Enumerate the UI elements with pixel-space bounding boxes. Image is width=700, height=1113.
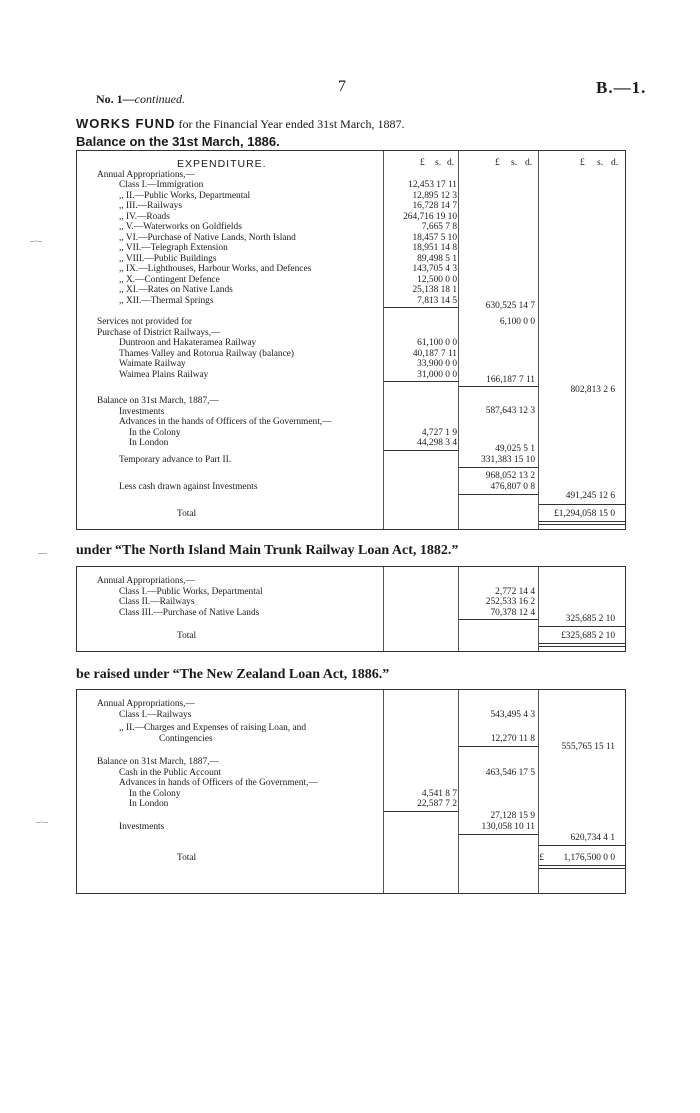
amount-cell: 264,716 19 10 [403,211,457,222]
section-title-loan-act: be raised under “The New Zealand Loan Act, 1886.” [76,667,390,682]
amount-cell: 252,533 16 2 [485,597,535,607]
amount-cell: 12,270 11 8 [490,733,535,744]
subtotal-cell: 49,025 5 1 [495,444,535,454]
class-label: Class II.—Railways [119,597,195,607]
total-label: Total [177,853,197,863]
margin-mark: –·– [36,817,48,827]
col-head-pounds: £ [420,158,425,168]
investments-label: Investments [119,406,165,417]
currency-symbol: £ [539,853,544,863]
advances-label: Advances in the hands of Officers of the Government,— [119,417,332,427]
class-label: ,, IV.—Roads [119,211,170,222]
amount-cell: 4,727 1 9 [421,427,457,438]
total-cell: 802,813 2 6 [570,385,615,395]
continued-word: continued. [134,92,185,106]
margin-mark: –– [38,548,47,558]
class-label-continued: Contingencies [159,733,213,744]
amount-cell: 543,495 4 3 [490,709,535,720]
grand-total-cell: 1,176,500 0 0 [563,853,615,863]
act-name: “The New Zealand Loan Act, 1886.” [172,667,390,682]
amount-cell: 18,457 5 10 [412,232,457,243]
temporary-label: Temporary advance to Part II. [119,455,232,465]
amount-cell: 40,187 7 11 [412,348,457,359]
amount-cell: 6,100 0 0 [499,317,535,327]
purchase-label: Purchase of District Railways,— [97,327,221,338]
amount-cell: 130,058 10 11 [481,821,535,832]
amount-cell: 12,895 12 3 [412,190,457,201]
advances-label: Advances in hands of Officers of the Government,— [119,778,318,788]
total-cell: 325,685 2 10 [565,614,615,624]
col-head-pence: d. [525,158,533,168]
class-label: ,, III.—Railways [119,201,183,211]
amount-cell: 70,378 12 4 [490,607,535,618]
amount-cell: 44,298 3 4 [417,438,457,448]
amount-cell: 331,383 15 10 [481,454,535,465]
balance-label: Balance on 31st March, 1887,— [97,757,219,767]
total-cell: 620,734 4 1 [570,833,615,843]
col-head-shillings: s. [511,158,518,168]
class-label: ,, IX.—Lighthouses, Harbour Works, and Defences [119,264,312,274]
fund-title [76,116,405,132]
less-cash-label: Less cash drawn against Investments [119,482,258,492]
amount-cell: 7,665 7 8 [421,222,457,232]
amount-cell: 463,546 17 5 [485,767,535,778]
colony-label: In the Colony [129,427,181,438]
services-label: Services not provided for [97,317,193,327]
subtotal-cell: 27,128 15 9 [490,811,535,821]
railway-label: Thames Valley and Rotorua Railway (balance) [119,348,295,359]
annual-appropriations-label: Annual Appropriations,— [97,699,195,709]
amount-cell: 89,498 5 1 [417,253,457,264]
class-label: Class I.—Public Works, Departmental [119,586,263,597]
section-title-north-island: under “The North Island Main Trunk Railway Loan Act, 1882.” [76,543,459,558]
balance-label: Balance on 31st March, 1887,— [97,396,219,406]
class-label: ,, II.—Charges and Expenses of raising Loan, and [119,723,307,733]
grand-total-cell: £325,685 2 10 [561,631,615,641]
amount-cell: 12,500 0 0 [417,274,457,285]
amount-cell: 25,138 18 1 [412,285,457,295]
investments-label: Investments [119,822,165,832]
act-name: “The North Island Main Trunk Railway Loan Act, 1882.” [115,543,459,558]
class-label: ,, VI.—Purchase of Native Lands, North Island [119,232,296,243]
class-label: ,, V.—Waterworks on Goldfields [119,222,242,232]
expenditure-table [76,150,626,530]
col-head-pence: d. [447,158,455,168]
total-label: Total [177,631,197,641]
annual-appropriations-label: Annual Appropriations,— [97,170,195,180]
loan-act-table [76,689,626,894]
amount-cell: 4,541 8 7 [421,788,457,799]
class-label: Class III.—Purchase of Native Lands [119,607,260,618]
london-label: In London [129,799,169,809]
amount-cell: 12,453 17 11 [408,180,457,190]
balance-subtitle: Balance on the 31st March, 1886. [76,134,280,149]
class-label: ,, II.—Public Works, Departmental [119,190,251,201]
margin-mark: –·– [30,236,42,246]
subtotal-cell: 630,525 14 7 [485,301,535,311]
railway-label: Waimea Plains Railway [119,369,209,380]
col-head-pence: d. [611,158,619,168]
class-label: ,, XI.—Rates on Native Lands [119,285,233,295]
amount-cell: 143,705 4 3 [412,264,457,274]
amount-cell: 587,643 12 3 [485,406,535,416]
total-cell: 555,765 15 11 [561,742,615,752]
class-label: ,, VIII.—Public Buildings [119,253,217,264]
annual-appropriations-label: Annual Appropriations,— [97,576,195,586]
amount-cell: 61,100 0 0 [417,338,457,348]
fund-period: for the Financial Year ended 31st March, 1887. [175,117,405,131]
amount-cell: 18,951 14 8 [412,243,457,253]
page-number: 7 [338,78,346,95]
class-label: ,, X.—Contingent Defence [119,274,220,285]
subtotal-cell: 968,052 13 2 [485,471,535,481]
col-head-shillings: s. [435,158,442,168]
total-cell: 491,245 12 6 [565,491,615,501]
class-label: ,, XII.—Thermal Springs [119,295,214,306]
total-label: Total [177,509,197,519]
document-reference: B.—1. [596,78,647,97]
expenditure-heading: EXPENDITURE. [177,158,267,170]
amount-cell: 476,807 0 8 [490,481,535,492]
amount-cell: 2,772 14 4 [495,586,535,597]
colony-label: In the Colony [129,788,181,799]
class-label: ,, VII.—Telegraph Extension [119,243,228,253]
continued-label: No. 1—continued. [96,92,185,106]
amount-cell: 31,000 0 0 [417,369,457,380]
col-head-pounds: £ [580,158,585,168]
amount-cell: 33,900 0 0 [417,359,457,369]
col-head-shillings: s. [597,158,604,168]
amount-cell: 22,587 7 2 [417,799,457,809]
london-label: In London [129,438,169,448]
railway-label: Waimate Railway [119,359,186,369]
fund-name: WORKS FUND [76,116,176,131]
class-label: Class I.—Railways [119,709,192,720]
amount-cell: 7,813 14 5 [417,295,457,306]
north-island-table [76,566,626,652]
subtotal-cell: 166,187 7 11 [486,375,535,385]
class-label: Class I.—Immigration [119,180,204,190]
grand-total-cell: £1,294,058 15 0 [554,509,615,519]
cash-label: Cash in the Public Account [119,767,222,778]
col-head-pounds: £ [495,158,500,168]
railway-label: Duntroon and Hakateramea Railway [119,338,257,348]
amount-cell: 16,728 14 7 [412,201,457,211]
